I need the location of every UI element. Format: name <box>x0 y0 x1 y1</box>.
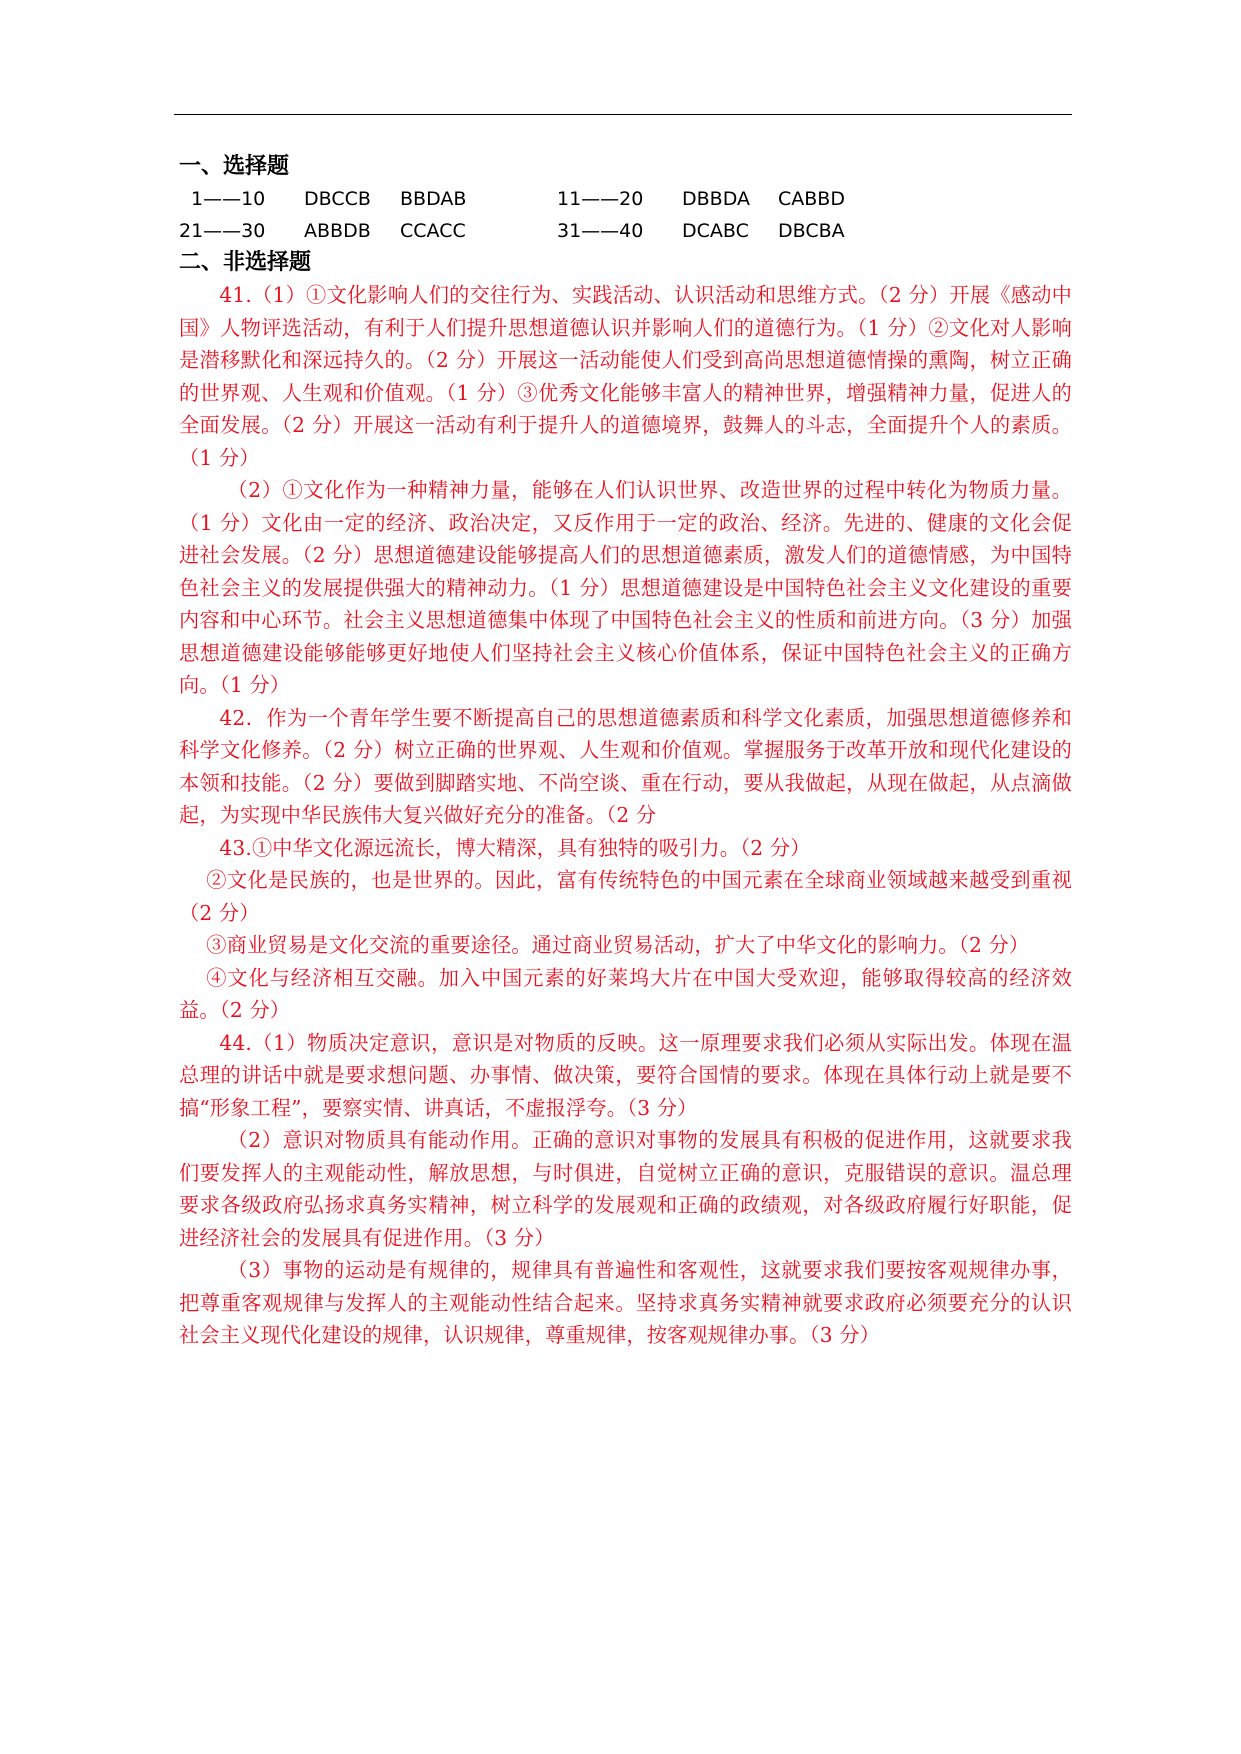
answer-paragraph-42: 42．作为一个青年学生要不断提高自己的思想道德素质和科学文化素质，加强思想道德修养和科学文化修养。（2 分）树立正确的世界观、人生观和价值观。掌握服务于改革开放和现代化建设的本领和技能。（2 分）要做到脚踏实地、不尚空谈、重在行动，要从我做起，从现在做起，从点滴做起，为实现中华民族伟大复兴做好充分的准备。（2 分 <box>179 705 1072 827</box>
answer-set: BBDAB <box>400 188 467 210</box>
answer-set: DBCBA <box>778 220 845 242</box>
answer-content <box>179 151 1072 1352</box>
answer-set: DBBDA <box>682 188 750 210</box>
answer-row <box>179 215 1072 247</box>
section1-heading: 一、选择题 <box>179 154 290 179</box>
header-rule <box>174 114 1072 115</box>
answer-set: DBCCB <box>304 188 371 210</box>
answer-row <box>179 183 1072 215</box>
answer-paragraph-44-2: （2）意识对物质具有能动作用。正确的意识对事物的发展具有积极的促进作用，这就要求我们要发挥人的主观能动性，解放思想，与时俱进，自觉树立正确的意识，克服错误的意识。温总理要求各级政府弘扬求真务实精神，树立科学的发展观和正确的政绩观，对各级政府履行好职能，促进经济社会的发展具有促进作用。（3 分） <box>179 1128 1072 1250</box>
question-range: 31——40 <box>557 220 644 242</box>
answer-set: CCACC <box>400 220 466 242</box>
answer-paragraph-43-1: 43.①中华文化源远流长，博大精深，具有独特的吸引力。（2 分） <box>219 835 811 860</box>
answer-paragraph-43-3: ③商业贸易是文化交流的重要途径。通过商业贸易活动，扩大了中华文化的影响力。（2 分） <box>206 933 1030 957</box>
question-range: 1——10 <box>191 188 266 210</box>
answer-set: DCABC <box>682 220 749 242</box>
answer-set: CABBD <box>778 188 845 210</box>
section2-heading: 二、非选择题 <box>179 250 312 275</box>
answer-paragraph-41-2: （2）①文化作为一种精神力量，能够在人们认识世界、改造世界的过程中转化为物质力量。（1 分）文化由一定的经济、政治决定，又反作用于一定的政治、经济。先进的、健康的文化会促进社会发展。（2 分）思想道德建设能够提高人们的思想道德素质，激发人们的道德情感，为中国特色社会主义的发展提供强大的精神动力。（1 分）思想道德建设是中国特色社会主义文化建设的重要内容和中心环节。社会主义思想道德集中体现了中国特色社会主义的性质和前进方向。（3 分）加强思想道德建设能够能够更好地使人们坚持社会主义核心价值体系，保证中国特色社会主义的正确方向。（1 分） <box>179 478 1072 697</box>
answer-paragraph-44-1: 44.（1）物质决定意识，意识是对物质的反映。这一原理要求我们必须从实际出发。体现在温总理的讲话中就是要求想问题、办事情、做决策，要符合国情的要求。体现在具体行动上就是要不搞“形象工程”，要察实情、讲真话，不虚报浮夸。（3 分） <box>179 1030 1072 1120</box>
answer-paragraph-43-4: ④文化与经济相互交融。加入中国元素的好莱坞大片在中国大受欢迎，能够取得较高的经济效益。（2 分） <box>179 965 1072 1022</box>
answer-set: ABBDB <box>304 220 371 242</box>
answer-paragraph-41-1: 41.（1）①文化影响人们的交往行为、实践活动、认识活动和思维方式。（2 分）开展《感动中国》人物评选活动，有利于人们提升思想道德认识并影响人们的道德行为。（1 分）②文化对人影响是潜移默化和深远持久的。（2 分）开展这一活动能使人们受到高尚思想道德情操的熏陶，树立正确的世界观、人生观和价值观。（1 分）③优秀文化能够丰富人的精神世界，增强精神力量，促进人的全面发展。（2 分）开展这一活动有利于提升人的道德境界，鼓舞人的斗志，全面提升个人的素质。（1 分） <box>179 283 1072 470</box>
question-range: 11——20 <box>557 188 644 210</box>
answer-paragraph-43-2: ②文化是民族的，也是世界的。因此，富有传统特色的中国元素在全球商业领域越来越受到重视 （2 分） <box>179 868 1072 925</box>
question-range: 21——30 <box>179 220 266 242</box>
answer-paragraph-44-3: （3）事物的运动是有规律的，规律具有普遍性和客观性，这就要求我们要按客观规律办事，把尊重客观规律与发挥人的主观能动性结合起来。坚持求真务实精神就要求政府必须要充分的认识社会主义现代化建设的规律，认识规律，尊重规律，按客观规律办事。（3 分） <box>179 1258 1072 1347</box>
